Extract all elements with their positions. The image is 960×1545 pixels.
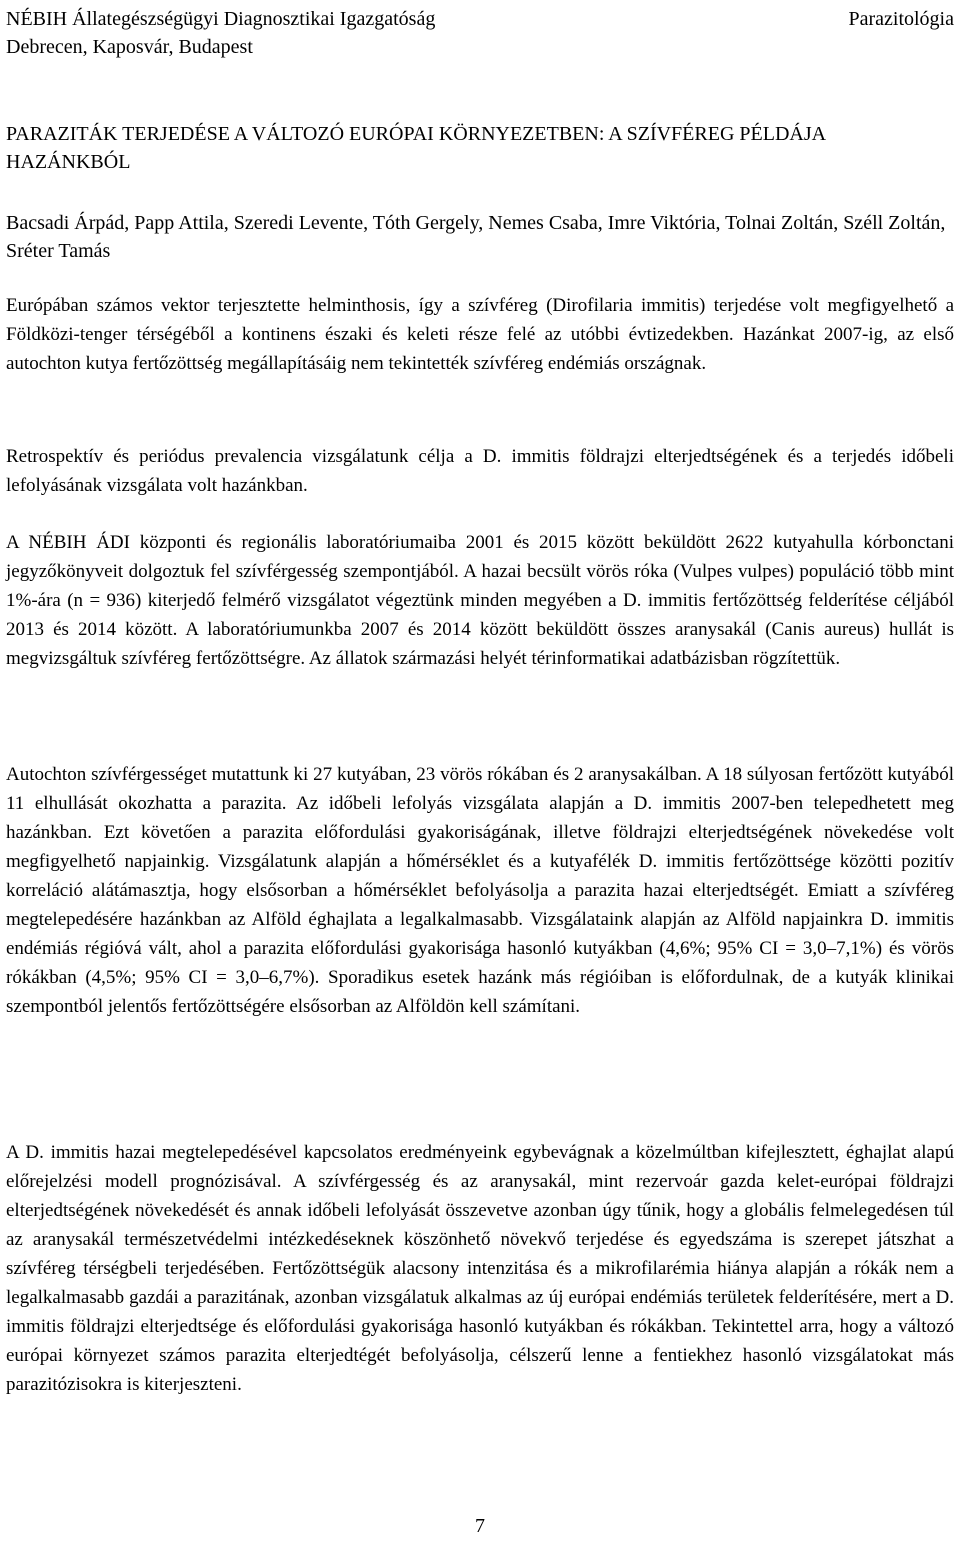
header-institution: NÉBIH Állategészségügyi Diagnosztikai Igazgatóság bbox=[6, 8, 436, 30]
paragraph-aim: Retrospektív és periódus prevalencia vizsgálatunk célja a D. immitis földrajzi elterjedtségének és a terjedés időbeli lefolyásának vizsgálata volt hazánkban. bbox=[6, 446, 954, 496]
paragraph-conclusions: A D. immitis hazai megtelepedésével kapcsolatos eredményeink egybevágnak a közelmúltban kifejlesztett, éghajlat alapú előrejelzési modell prognózisával. A szívférgesség és az aranysakál, mint rezervoár gazda kelet-európai földrajzi elterjedtségének növekedését és annak időbeli lefolyását összevetve azonban úgy tűnik, hogy a globális felmelegedésen túl az aranysakál természetvédelmi intézkedéseknek köszönhető növekvő terjedése és egyedszáma is szerepet játszhat a szívféreg térségbeli terjedésében. Fertőzöttségük alacsony intenzitása és a mikrofilarémia hiánya alapján a rókák nem a legalkalmasabb gazdái a parazitának, azonban vizsgálatuk alkalmas az új európai endémiás területek felderítésére, mert a D. immitis földrajzi elterjedtsége és előfordulási gyakorisága hasonló kutyákban és rókákban. Tekintettel arra, hogy a változó európai környezet számos parazita elterjedtégét befolyásolja, célszerű lenne a fentiekhez hasonló vizsgálatokat más parazitózisokra is kiterjeszteni. bbox=[6, 1142, 954, 1395]
paragraph-methods: A NÉBIH ÁDI központi és regionális laboratóriumaiba 2001 és 2015 között beküldött 2622 kutyahulla kórbonctani jegyzőkönyveit dolgoztuk fel szívférgesség szempontjából. A hazai becsült vörös róka (Vulpes vulpes) populáció több mint 1%-ára (n = 936) kiterjedő felmérő vizsgálatot végeztünk minden megyében a D. immitis fertőzöttség felderítése céljából 2013 és 2014 között. A laboratóriumunkba 2007 és 2014 között beküldött összes aranysakál (Canis aureus) hullát is megvizsgáltuk szívféreg fertőzöttségre. Az állatok származási helyét térinformatikai adatbázisban rögzítettük. bbox=[6, 532, 954, 669]
page-number: 7 bbox=[475, 1515, 485, 1537]
paragraph-results: Autochton szívférgességet mutattunk ki 27 kutyában, 23 vörös rókában és 2 aranysakálban. A 18 súlyosan fertőzött kutyából 11 elhullását okozhatta a parazita. Az időbeli lefolyás vizsgálata alapján a D. immitis 2007-ben telepedhetett meg hazánkban. Ezt követően a parazita előfordulási gyakoriságának, illetve földrajzi elterjedtségének növekedése volt megfigyelhető napjainkig. Vizsgálatunk alapján a hőmérséklet és a kutyafélék D. immitis fertőzöttsége közötti pozitív korreláció alátámasztja, hogy elsősorban a hőmérséklet befolyásolja a parazita hazai elterjedtségét. Emiatt a szívféreg megtelepedésére hazánkban az Alföld éghajlata a legalkalmasabb. Vizsgálataink alapján az Alföld napjainkra D. immitis endémiás régióvá vált, ahol a parazita előfordulási gyakorisága hasonló kutyákban (4,6%; 95% CI = 3,0‒7,1%) és vörös rókákban (4,5%; 95% CI = 3,0‒6,7%). Sporadikus esetek hazánk más régióiban is előfordulnak, de a kutyák klinikai szempontból jelentős fertőzöttségére elsősorban az Alföldön kell számítani. bbox=[6, 764, 954, 1017]
article-title: PARAZITÁK TERJEDÉSE A VÁLTOZÓ EURÓPAI KÖRNYEZETBEN: A SZÍVFÉREG PÉLDÁJA HAZÁNKBÓL bbox=[6, 123, 825, 173]
header-section: Parazitológia bbox=[848, 8, 954, 30]
paragraph-introduction: Európában számos vektor terjesztette helminthosis, így a szívféreg (Dirofilaria immitis) terjedése volt megfigyelhető a Földközi-tenger térségéből a kontinens északi és keleti része felé az utóbbi évtizedekben. Hazánkat 2007-ig, az első autochton kutya fertőzöttség megállapításáig nem tekintették szívféreg endémiás országnak. bbox=[6, 295, 954, 374]
author-list: Bacsadi Árpád, Papp Attila, Szeredi Levente, Tóth Gergely, Nemes Csaba, Imre Viktória, Tolnai Zoltán, Széll Zoltán, Sréter Tamás bbox=[6, 212, 946, 262]
header-locations: Debrecen, Kaposvár, Budapest bbox=[6, 36, 253, 58]
